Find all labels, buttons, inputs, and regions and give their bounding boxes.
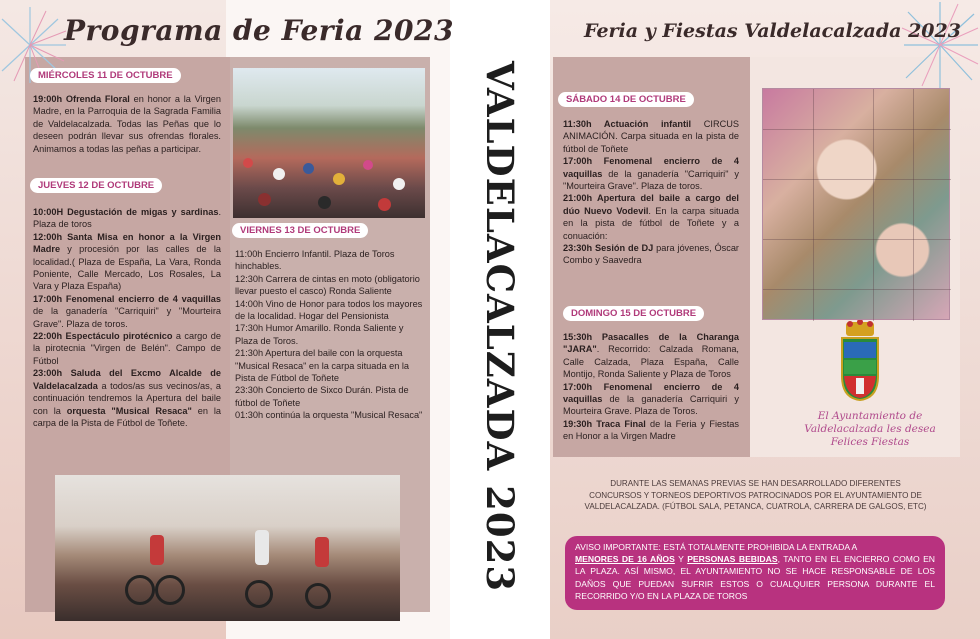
event-item: 14:00h Vino de Honor para todos los mayores de la localidad. Hogar del Pensionista xyxy=(235,298,423,322)
crowd-photo xyxy=(233,68,425,218)
day-heading-sunday: DOMINGO 15 DE OCTUBRE xyxy=(563,306,704,321)
day-heading-friday: VIERNES 13 DE OCTUBRE xyxy=(232,223,368,238)
event-item: 23:30h Sesión de DJ para jóvenes, Óscar Combo y Saavedra xyxy=(563,243,739,266)
event-item: 17:00h Fenomenal encierro de 4 vaquillas de la ganadería "Carriquiri" y "Mourteira Grave". Plaza de toros. xyxy=(33,293,221,329)
event-item: 15:30h Pasacalles de la Charanga "JARA". Recorrido: Calzada Romana, Calle Calzada, Plaza España, Calle Montijo, Ronda Saliente y Plaza de Toros xyxy=(563,332,739,380)
fair-title: Feria y Fiestas Valdelacalzada 2023 xyxy=(584,20,961,42)
event-item: 17:00h Fenomenal encierro de 4 vaquillas de la ganadería "Carriquiri" y "Mourteira Grave". Plaza de toros. xyxy=(563,156,739,192)
firework-icon xyxy=(900,0,980,90)
event-item: 12:30h Carrera de cintas en moto (obligatorio llevar puesto el casco) Ronda Saliente xyxy=(235,273,420,297)
motorbike-photo xyxy=(55,475,400,621)
wednesday-events xyxy=(33,93,221,155)
thursday-events xyxy=(33,206,221,429)
event-item: 23:30h Concierto de Sixco Durán. Pista de fútbol de Toñete xyxy=(235,385,409,408)
event-item: 17:00h Fenomenal encierro de 4 vaquillas de la ganadería Carriquiri y Mourteira Grave. Plaza de Toros. xyxy=(563,381,739,417)
day-heading-saturday: SÁBADO 14 DE OCTUBRE xyxy=(558,92,694,107)
event-item: 10:00H Degustación de migas y sardinas. Plaza de toros xyxy=(33,207,221,230)
event-item: 21:00h Apertura del baile a cargo del dúo Nuevo Vodevil. En la carpa situada en la pista de fútbol de Toñete y a conuación: xyxy=(563,193,739,241)
event-item: 19:30h Traca Final de la Feria y Fiestas en Honor a la Virgen Madre xyxy=(563,418,739,442)
notice-text: DURANTE LAS SEMANAS PREVIAS SE HAN DESARROLLADO DIFERENTES CONCURSOS Y TORNEOS DEPORTIVOS PATROCINADOS POR EL AYUNTAMIENTO DE VALDELACALZADA. (FÚTBOL SALA, PETANCA, CUATROLA, CARRERA DE GALGOS, ETC) xyxy=(584,479,927,512)
coat-of-arms-icon xyxy=(838,320,882,402)
event-item: 21:30h Apertura del baile con la orquesta "Musical Resaca" en la carpa situada en la Pista de Fútbol de Toñete xyxy=(235,348,410,384)
event-item: 23:00h Saluda del Excmo Alcalde de Valdelacalzada a todos/as sus vecinos/as, a continuación tendremos la Apertura del baile con la orquesta "Musical Resaca" en la carpa de la Pista de Fútbol de Toñete. xyxy=(33,368,221,428)
day-heading-thursday: JUEVES 12 DE OCTUBRE xyxy=(30,178,162,193)
event-item: 11:00h Encierro Infantil. Plaza de Toros hinchables. xyxy=(235,249,395,272)
greeting: El Ayuntamiento de Valdelacalzada les desea Felices Fiestas xyxy=(804,410,936,448)
event-item: 12:00h Santa Misa en honor a la Virgen Madre y procesión por las calles de la localidad.( Plaza de España, La Vara, Ronda Poniente, Calle Mercado, Los Rosales, La Vara y Plaza España) xyxy=(33,231,221,292)
event-item: 17:30h Humor Amarillo. Ronda Saliente y Plaza de Toros. xyxy=(235,323,404,346)
sunday-events xyxy=(563,331,739,443)
saturday-events xyxy=(563,118,739,267)
event-item: 11:30h Actuación infantil CIRCUS ANIMACIÓN. Carpa situada en la pista de fútbol de Toñete xyxy=(563,119,739,154)
day-heading-wednesday: MIÉRCOLES 11 DE OCTUBRE xyxy=(30,68,181,83)
virgin-mosaic-image xyxy=(762,88,950,320)
event-item: 22:00h Espectáculo pirotécnico a cargo de la pirotecnia "Virgen de Belén". Campo de Fútbol xyxy=(33,331,221,366)
program-title: Programa de Feria 2023 xyxy=(64,14,454,47)
friday-events xyxy=(235,248,423,422)
event-item: 19:00h Ofrenda Floral en honor a la Virgen Madre, en la Parroquia de la Sagrada Familia de Valdelacalzada. Todas las Peñas que lo deseen podrán llevar sus ofrendas florales. Animamos a todas las peñas a participar. xyxy=(33,94,221,154)
warning-box: AVISO IMPORTANTE: ESTÁ TOTALMENTE PROHIBIDA LA ENTRADA A MENORES DE 16 AÑOS Y PERSONAS BEBIDAS, TANTO EN EL ENCIERRO COMO EN LA PLAZA. ASÍ MISMO, EL AYUNTAMIENTO NO SE HACE RESPONSABLE DE LOS DAÑOS QUE PUEDAN SUFRIR ESTOS O CUALQUIER PERSONA DURANTE EL RECORRIDO Y/O EN LA PLAZA DE TOROS xyxy=(565,536,945,610)
event-item: 01:30h continúa la orquesta "Musical Resaca" xyxy=(235,410,423,421)
vertical-title: VALDELACALZADA 2023 xyxy=(478,61,522,593)
